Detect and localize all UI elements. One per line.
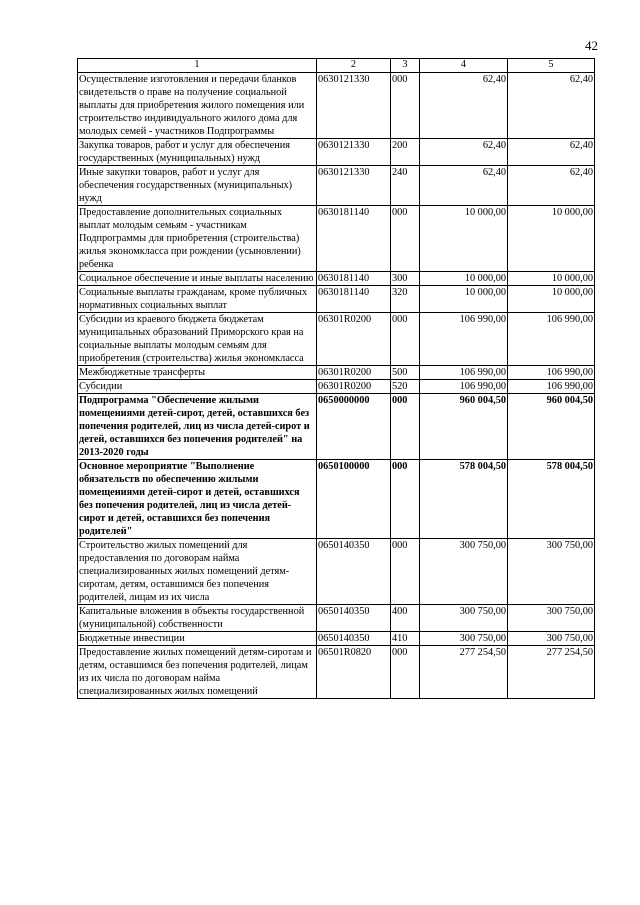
table-row — [78, 366, 595, 380]
row-year1-cell: 578 004,50 — [420, 460, 508, 539]
row-code-cell: 06501R0820 — [317, 646, 391, 699]
budget-table — [77, 58, 595, 699]
row-name-cell: Бюджетные инвестиции — [78, 632, 317, 646]
row-code-cell: 0630181140 — [317, 272, 391, 286]
row-code-cell: 0650140350 — [317, 605, 391, 632]
table-row — [78, 73, 595, 139]
row-year1-cell: 106 990,00 — [420, 366, 508, 380]
row-year2-cell: 62,40 — [508, 139, 595, 166]
header-col-2: 2 — [317, 59, 391, 73]
row-year1-cell: 10 000,00 — [420, 272, 508, 286]
row-year1-cell: 10 000,00 — [420, 206, 508, 272]
row-type-cell: 000 — [391, 460, 420, 539]
row-year1-cell: 277 254,50 — [420, 646, 508, 699]
row-name-cell: Строительство жилых помещений для предоставления по договорам найма специализированных жилых помещений детям-сиротам, детям, оставшимся без попечения родителей, лицам из их числа — [78, 539, 317, 605]
row-year1-cell: 106 990,00 — [420, 380, 508, 394]
header-col-4: 4 — [420, 59, 508, 73]
row-year2-cell: 300 750,00 — [508, 539, 595, 605]
row-type-cell: 000 — [391, 313, 420, 366]
row-type-cell: 300 — [391, 272, 420, 286]
row-year2-cell: 106 990,00 — [508, 313, 595, 366]
row-name-cell: Предоставление жилых помещений детям-сиротам и детям, оставшимся без попечения родителей, лицам из их числа по договорам найма специализированных жилых помещений — [78, 646, 317, 699]
row-year2-cell: 10 000,00 — [508, 286, 595, 313]
row-name-cell: Межбюджетные трансферты — [78, 366, 317, 380]
row-year1-cell: 62,40 — [420, 73, 508, 139]
row-type-cell: 000 — [391, 394, 420, 460]
row-year2-cell: 277 254,50 — [508, 646, 595, 699]
table-row — [78, 539, 595, 605]
row-code-cell: 0630121330 — [317, 73, 391, 139]
row-year2-cell: 62,40 — [508, 166, 595, 206]
row-type-cell: 500 — [391, 366, 420, 380]
row-year1-cell: 106 990,00 — [420, 313, 508, 366]
table-row — [78, 166, 595, 206]
table-row — [78, 394, 595, 460]
header-col-3: 3 — [391, 59, 420, 73]
row-name-cell: Подпрограмма "Обеспечение жилыми помещениями детей-сирот, детей, оставшихся без попечения родителей, лиц из числа детей-сирот и детей, оставшихся без попечения родителей" на 2013-2020 годы — [78, 394, 317, 460]
row-code-cell: 0650000000 — [317, 394, 391, 460]
row-type-cell: 520 — [391, 380, 420, 394]
table-row — [78, 139, 595, 166]
table-row — [78, 286, 595, 313]
row-year1-cell: 62,40 — [420, 166, 508, 206]
row-name-cell: Субсидии из краевого бюджета бюджетам муниципальных образований Приморского края на социальные выплаты молодым семьям для приобретения (строительства) жилья экономкласса — [78, 313, 317, 366]
row-year2-cell: 960 004,50 — [508, 394, 595, 460]
row-year2-cell: 62,40 — [508, 73, 595, 139]
row-type-cell: 200 — [391, 139, 420, 166]
row-name-cell: Осуществление изготовления и передачи бланков свидетельств о праве на получение социальной выплаты для приобретения жилого помещения или строительство индивидуального жилого дома для молодых семей - участников Подпрограммы — [78, 73, 317, 139]
header-col-5: 5 — [508, 59, 595, 73]
row-type-cell: 000 — [391, 646, 420, 699]
row-code-cell: 0630121330 — [317, 166, 391, 206]
row-name-cell: Субсидии — [78, 380, 317, 394]
row-code-cell: 06301R0200 — [317, 380, 391, 394]
row-type-cell: 000 — [391, 73, 420, 139]
row-code-cell: 06301R0200 — [317, 313, 391, 366]
row-year2-cell: 578 004,50 — [508, 460, 595, 539]
row-year1-cell: 62,40 — [420, 139, 508, 166]
table-row — [78, 646, 595, 699]
row-name-cell: Капитальные вложения в объекты государственной (муниципальной) собственности — [78, 605, 317, 632]
row-name-cell: Предоставление дополнительных социальных выплат молодым семьям - участникам Подпрограммы для приобретения (строительства) жилья экономкласса при рождении (усыновлении) ребенка — [78, 206, 317, 272]
row-type-cell: 320 — [391, 286, 420, 313]
row-name-cell: Социальные выплаты гражданам, кроме публичных нормативных социальных выплат — [78, 286, 317, 313]
row-year2-cell: 300 750,00 — [508, 605, 595, 632]
row-name-cell: Закупка товаров, работ и услуг для обеспечения государственных (муниципальных) нужд — [78, 139, 317, 166]
table-row — [78, 206, 595, 272]
row-year1-cell: 300 750,00 — [420, 539, 508, 605]
header-row — [78, 59, 595, 73]
row-code-cell: 0630181140 — [317, 206, 391, 272]
row-year2-cell: 10 000,00 — [508, 272, 595, 286]
row-year2-cell: 106 990,00 — [508, 366, 595, 380]
table-row — [78, 605, 595, 632]
row-code-cell: 0650100000 — [317, 460, 391, 539]
table-body — [78, 73, 595, 699]
row-type-cell: 240 — [391, 166, 420, 206]
row-code-cell: 0630121330 — [317, 139, 391, 166]
row-name-cell: Иные закупки товаров, работ и услуг для обеспечения государственных (муниципальных) нужд — [78, 166, 317, 206]
row-name-cell: Основное мероприятие "Выполнение обязательств по обеспечению жилыми помещениями детей-сирот и детей, оставшихся без попечения родителей, лиц из числа детей-сирот и детей, оставшихся без попечения родителей" — [78, 460, 317, 539]
row-code-cell: 0630181140 — [317, 286, 391, 313]
row-year2-cell: 10 000,00 — [508, 206, 595, 272]
row-type-cell: 000 — [391, 539, 420, 605]
row-year1-cell: 300 750,00 — [420, 605, 508, 632]
row-year2-cell: 106 990,00 — [508, 380, 595, 394]
row-code-cell: 0650140350 — [317, 632, 391, 646]
row-code-cell: 06301R0200 — [317, 366, 391, 380]
header-col-1: 1 — [78, 59, 317, 73]
row-year2-cell: 300 750,00 — [508, 632, 595, 646]
table-row — [78, 632, 595, 646]
row-type-cell: 000 — [391, 206, 420, 272]
row-year1-cell: 300 750,00 — [420, 632, 508, 646]
table-header — [78, 59, 595, 73]
row-code-cell: 0650140350 — [317, 539, 391, 605]
table-row — [78, 313, 595, 366]
table-row — [78, 380, 595, 394]
page-number: 42 — [585, 38, 598, 53]
table-row — [78, 460, 595, 539]
row-type-cell: 410 — [391, 632, 420, 646]
table-row — [78, 272, 595, 286]
row-year1-cell: 10 000,00 — [420, 286, 508, 313]
row-name-cell: Социальное обеспечение и иные выплаты населению — [78, 272, 317, 286]
row-year1-cell: 960 004,50 — [420, 394, 508, 460]
row-type-cell: 400 — [391, 605, 420, 632]
